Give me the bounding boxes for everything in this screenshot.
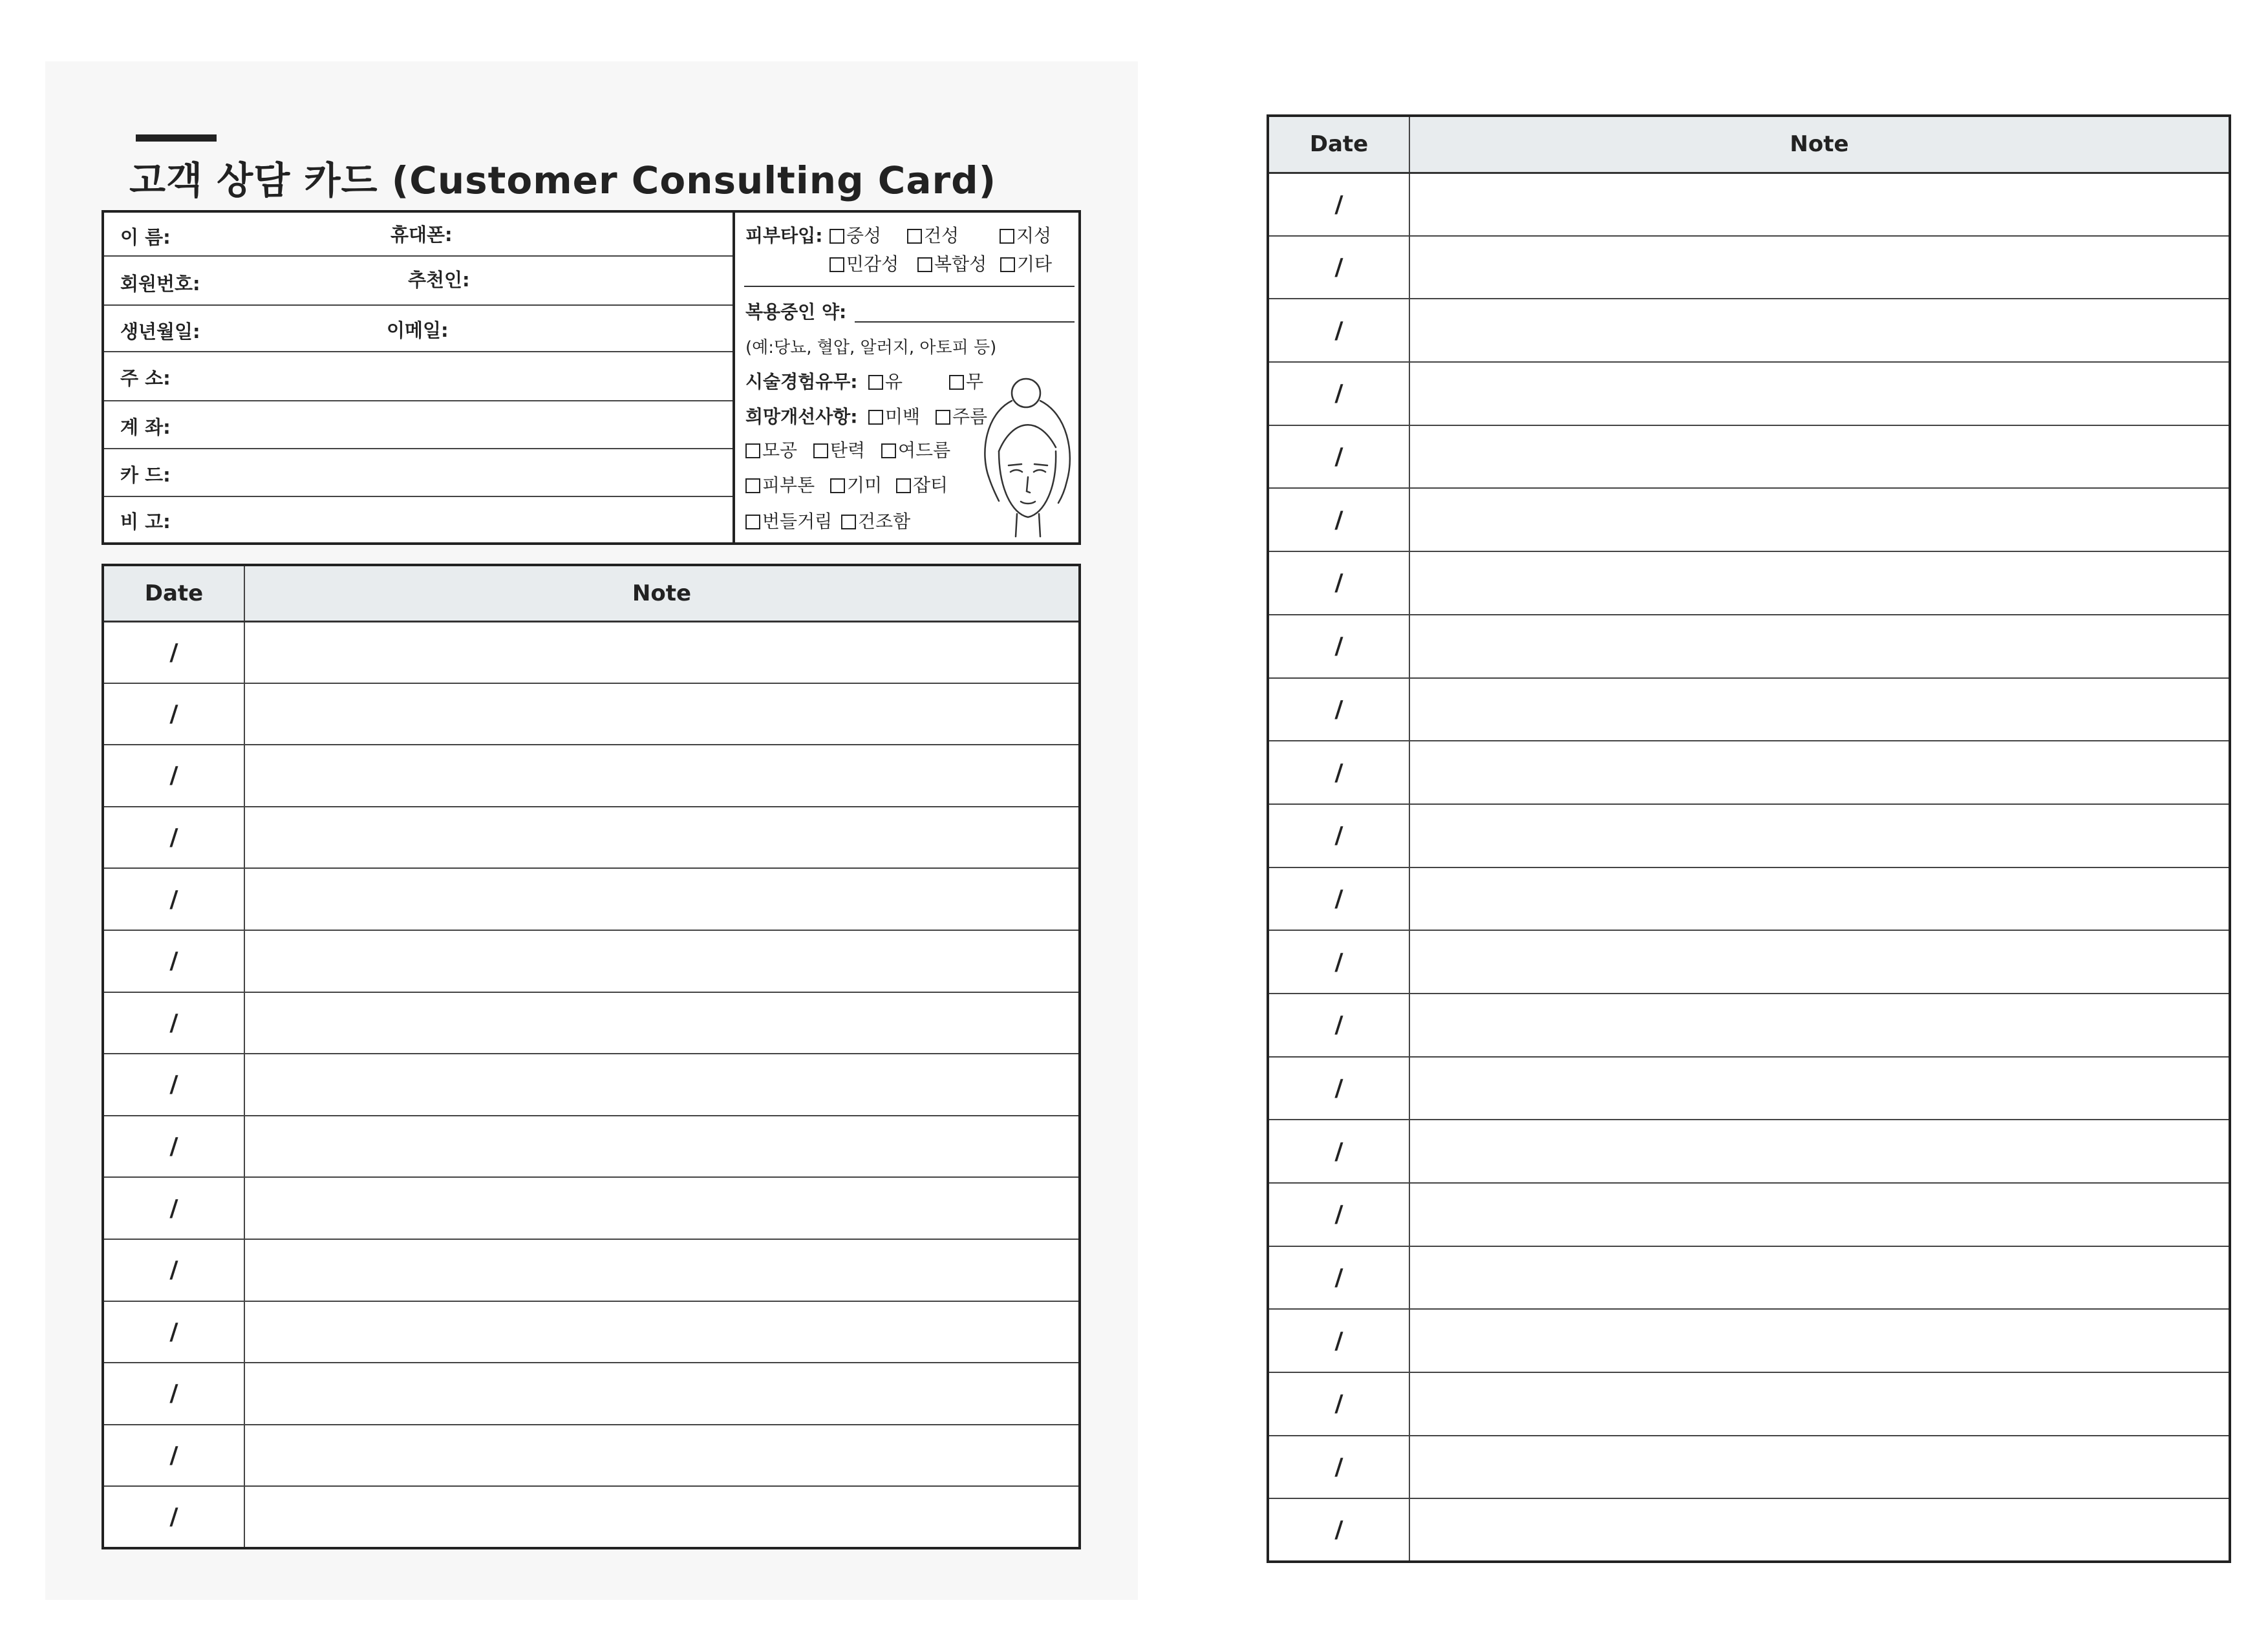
table-row (1268, 678, 2230, 741)
phone-label: 휴대폰: (390, 224, 453, 246)
field-row-card (104, 448, 733, 497)
note-cell[interactable] (1409, 804, 2230, 867)
improvement-option[interactable]: 피부톤 (745, 471, 815, 497)
table-row (1268, 1372, 2230, 1436)
date-cell[interactable]: / (1268, 1372, 1409, 1436)
note-cell[interactable] (1409, 867, 2230, 931)
checkbox-icon[interactable] (829, 229, 844, 244)
checkbox-icon[interactable] (896, 478, 911, 493)
date-cell[interactable]: / (103, 868, 244, 930)
member-no-label: 회원번호: (120, 273, 200, 295)
improvement-option[interactable]: 모공 (745, 436, 797, 462)
address-label: 주 소: (120, 367, 171, 389)
procedure-option[interactable]: 유 (868, 368, 903, 394)
date-cell[interactable]: / (1268, 1309, 1409, 1372)
table-row (103, 1116, 1080, 1178)
checkbox-icon[interactable] (868, 375, 883, 390)
note-cell[interactable] (244, 1239, 1080, 1301)
date-cell[interactable]: / (103, 807, 244, 869)
checkbox-icon[interactable] (813, 443, 828, 458)
field-row-member (104, 255, 733, 306)
note-cell[interactable] (1409, 930, 2230, 994)
note-cell[interactable] (1409, 1246, 2230, 1310)
improvement-option[interactable]: 탄력 (813, 436, 865, 462)
note-cell[interactable] (244, 930, 1080, 992)
table-row (1268, 1436, 2230, 1499)
note-cell[interactable] (1409, 1498, 2230, 1562)
note-cell[interactable] (244, 807, 1080, 869)
title-accent-bar (136, 134, 217, 142)
date-cell[interactable]: / (1268, 1498, 1409, 1562)
checkbox-icon[interactable] (841, 515, 856, 529)
date-cell[interactable]: / (103, 992, 244, 1054)
date-cell[interactable]: / (1268, 362, 1409, 425)
date-cell[interactable]: / (103, 930, 244, 992)
note-cell[interactable] (1409, 741, 2230, 804)
note-cell[interactable] (244, 1116, 1080, 1178)
date-cell[interactable]: / (103, 745, 244, 807)
divider (744, 286, 1075, 287)
note-cell[interactable] (1409, 551, 2230, 615)
date-cell[interactable]: / (1268, 741, 1409, 804)
table-row (1268, 236, 2230, 299)
table-row (103, 1239, 1080, 1301)
note-cell[interactable] (244, 1301, 1080, 1363)
medication-label: 복용중인 약: (745, 301, 847, 323)
table-row (1268, 1057, 2230, 1120)
procedure-option[interactable]: 무 (949, 368, 983, 394)
field-row-account (104, 400, 733, 449)
note-cell[interactable] (1409, 425, 2230, 489)
date-cell[interactable]: / (1268, 425, 1409, 489)
date-cell[interactable]: / (1268, 299, 1409, 362)
field-row-address (104, 351, 733, 401)
table-row (103, 1363, 1080, 1425)
table-row (103, 683, 1080, 745)
medication-example: (예:당뇨, 혈압, 알러지, 아토피 등) (745, 338, 997, 357)
note-cell[interactable] (244, 868, 1080, 930)
face-illustration-icon (973, 375, 1083, 540)
table-row (1268, 1309, 2230, 1372)
date-header: Date (1268, 116, 1409, 173)
date-cell[interactable]: / (1268, 488, 1409, 551)
checkbox-icon[interactable] (830, 478, 845, 493)
table-row (1268, 173, 2230, 236)
skin-type-option[interactable]: 건성 (907, 222, 959, 248)
note-cell[interactable] (1409, 173, 2230, 236)
checkbox-icon[interactable] (745, 515, 760, 529)
page-title: 고객 상담 카드 (Customer Consulting Card) (129, 158, 997, 202)
skin-type-option[interactable]: 지성 (1000, 222, 1051, 248)
improvement-option[interactable]: 건조함 (841, 507, 910, 533)
date-cell[interactable]: / (103, 621, 244, 683)
card-label: 카 드: (120, 464, 171, 486)
referrer-label: 추천인: (408, 269, 470, 291)
remarks-label: 비 고: (120, 511, 171, 533)
note-cell[interactable] (1409, 1309, 2230, 1372)
note-cell[interactable] (1409, 1436, 2230, 1499)
left-log-table (102, 564, 1081, 1549)
date-cell[interactable]: / (103, 1301, 244, 1363)
note-cell[interactable] (1409, 236, 2230, 299)
note-cell[interactable] (1409, 994, 2230, 1057)
note-cell[interactable] (244, 1054, 1080, 1116)
table-row (1268, 425, 2230, 489)
date-cell[interactable]: / (1268, 867, 1409, 931)
checkbox-icon[interactable] (949, 375, 964, 390)
date-cell[interactable]: / (103, 683, 244, 745)
table-row (103, 621, 1080, 683)
note-cell[interactable] (1409, 1120, 2230, 1183)
date-cell[interactable]: / (1268, 1246, 1409, 1310)
note-cell[interactable] (1409, 299, 2230, 362)
table-row (103, 1177, 1080, 1239)
note-cell[interactable] (244, 1425, 1080, 1487)
field-row-remarks (104, 496, 733, 542)
account-label: 계 좌: (120, 416, 171, 438)
checkbox-icon[interactable] (745, 478, 760, 493)
table-row (1268, 1120, 2230, 1183)
table-row (103, 745, 1080, 807)
table-row (1268, 930, 2230, 994)
note-cell[interactable] (244, 1177, 1080, 1239)
name-label: 이 름: (120, 226, 171, 248)
date-cell[interactable]: / (1268, 1183, 1409, 1246)
table-row (1268, 1183, 2230, 1246)
note-cell[interactable] (1409, 362, 2230, 425)
customer-info-box (102, 210, 1081, 545)
improvement-label: 희망개선사항: (745, 406, 858, 427)
checkbox-icon[interactable] (868, 410, 883, 425)
date-cell[interactable]: / (103, 1239, 244, 1301)
field-row-birth (104, 304, 733, 352)
improvement-option[interactable]: 여드름 (881, 436, 950, 462)
table-row (103, 1486, 1080, 1548)
table-row (103, 1054, 1080, 1116)
field-row-name (104, 213, 733, 257)
skin-type-label: 피부타입: (745, 225, 823, 246)
date-cell[interactable]: / (1268, 551, 1409, 615)
table-row (1268, 362, 2230, 425)
date-cell[interactable]: / (1268, 1120, 1409, 1183)
note-cell[interactable] (244, 621, 1080, 683)
customer-fields-panel (104, 213, 735, 542)
birth-label: 생년월일: (120, 321, 200, 343)
table-row (103, 807, 1080, 869)
note-cell[interactable] (1409, 488, 2230, 551)
table-row (1268, 615, 2230, 678)
date-cell[interactable]: / (1268, 173, 1409, 236)
table-row (1268, 1498, 2230, 1562)
table-row (1268, 804, 2230, 867)
date-cell[interactable]: / (1268, 615, 1409, 678)
date-cell[interactable]: / (103, 1054, 244, 1116)
skin-type-option[interactable]: 기타 (1000, 250, 1052, 276)
note-cell[interactable] (1409, 1057, 2230, 1120)
checkbox-icon[interactable] (1000, 257, 1015, 272)
skin-type-option[interactable]: 민감성 (829, 250, 899, 276)
improvement-option[interactable]: 기미 (830, 471, 882, 497)
checkbox-icon[interactable] (907, 229, 922, 244)
date-header: Date (103, 565, 244, 621)
email-label: 이메일: (387, 319, 449, 341)
date-cell[interactable]: / (103, 1425, 244, 1487)
checkbox-icon[interactable] (917, 257, 932, 272)
table-row (103, 868, 1080, 930)
date-cell[interactable]: / (103, 1363, 244, 1425)
improvement-option[interactable]: 주름 (936, 403, 987, 429)
checkbox-icon[interactable] (745, 443, 760, 458)
date-cell[interactable]: / (1268, 930, 1409, 994)
note-cell[interactable] (244, 745, 1080, 807)
table-row (103, 930, 1080, 992)
table-row (1268, 994, 2230, 1057)
procedure-history-label: 시술경험유무: (745, 371, 858, 392)
date-cell[interactable]: / (1268, 1436, 1409, 1499)
table-row (1268, 741, 2230, 804)
table-row (1268, 1246, 2230, 1310)
checkbox-icon[interactable] (881, 443, 896, 458)
note-cell[interactable] (1409, 615, 2230, 678)
improvement-option[interactable]: 잡티 (896, 471, 948, 497)
checkbox-icon[interactable] (936, 410, 950, 425)
checkbox-icon[interactable] (829, 257, 844, 272)
date-cell[interactable]: / (1268, 1057, 1409, 1120)
skin-type-option[interactable]: 복합성 (917, 250, 987, 276)
note-header: Note (1409, 116, 2230, 173)
note-cell[interactable] (244, 1363, 1080, 1425)
table-row (103, 1425, 1080, 1487)
note-cell[interactable] (1409, 1183, 2230, 1246)
skin-type-option[interactable]: 중성 (829, 222, 881, 248)
date-cell[interactable]: / (103, 1177, 244, 1239)
improvement-option[interactable]: 미백 (868, 403, 920, 429)
date-cell[interactable]: / (103, 1116, 244, 1178)
table-row (1268, 488, 2230, 551)
note-cell[interactable] (1409, 1372, 2230, 1436)
right-log-table (1267, 114, 2231, 1563)
date-cell[interactable]: / (1268, 804, 1409, 867)
note-cell[interactable] (1409, 678, 2230, 741)
note-cell[interactable] (244, 683, 1080, 745)
table-row (1268, 867, 2230, 931)
note-cell[interactable] (244, 992, 1080, 1054)
note-header: Note (244, 565, 1080, 621)
checkbox-icon[interactable] (1000, 229, 1014, 244)
date-cell[interactable]: / (1268, 994, 1409, 1057)
table-row (103, 1301, 1080, 1363)
improvement-option[interactable]: 번들거림 (745, 507, 832, 533)
table-row (1268, 299, 2230, 362)
date-cell[interactable]: / (103, 1486, 244, 1548)
table-row (1268, 551, 2230, 615)
medication-input-line[interactable] (855, 321, 1075, 323)
note-cell[interactable] (244, 1486, 1080, 1548)
date-cell[interactable]: / (1268, 678, 1409, 741)
date-cell[interactable]: / (1268, 236, 1409, 299)
table-row (103, 992, 1080, 1054)
